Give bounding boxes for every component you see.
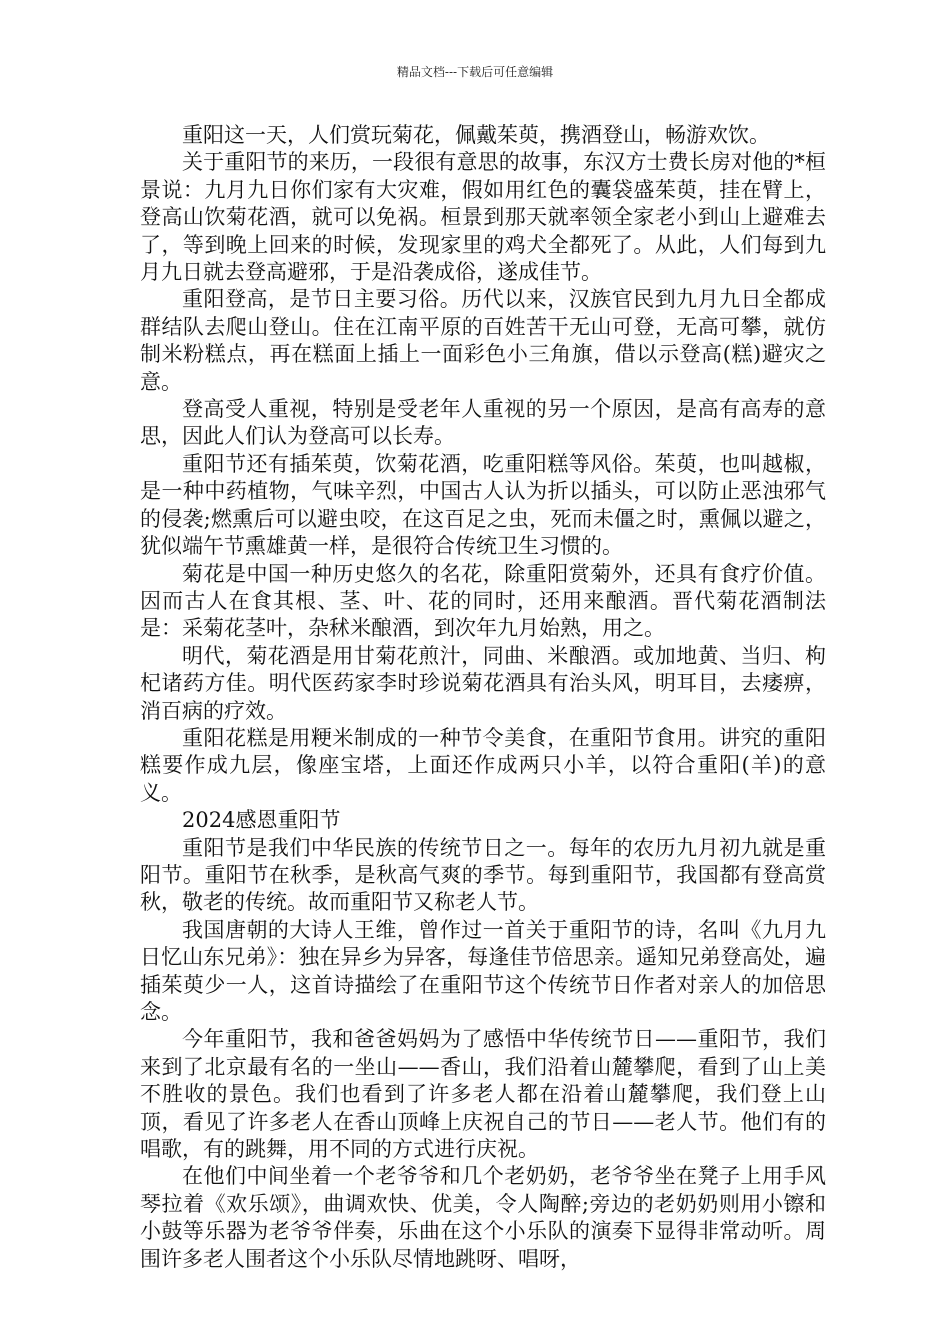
page-header: 精品文档---下载后可任意编辑	[396, 65, 554, 79]
document-body	[140, 122, 826, 1273]
paragraph: 今年重阳节，我和爸爸妈妈为了感悟中华传统节日——重阳节，我们来到了北京最有名的一坐山——香山，我们沿着山麓攀爬，看到了山上美不胜收的景色。我们也看到了许多老人都在沿着山麓攀爬，我们登上山顶，看见了许多老人在香山顶峰上庆祝自己的节日——老人节。他们有的唱歌，有的跳舞，用不同的方式进行庆祝。	[140, 1027, 826, 1162]
paragraph: 关于重阳节的来历，一段很有意思的故事，东汉方士费长房对他的*桓景说：九月九日你们家有大灾难，假如用红色的囊袋盛茱萸，挂在臂上，登高山饮菊花酒，就可以免祸。桓景到那天就率领全家老小到山上避难去了，等到晚上回来的时候，发现家里的鸡犬全都死了。从此，人们每到九月九日就去登高避邪，于是沿袭成俗，遂成佳节。	[140, 150, 826, 285]
paragraph: 在他们中间坐着一个老爷爷和几个老奶奶，老爷爷坐在凳子上用手风琴拉着《欢乐颂》，曲调欢快、优美，令人陶醉;旁边的老奶奶则用小镲和小鼓等乐器为老爷爷伴奏，乐曲在这个小乐队的演奏下显得非常动听。周围许多老人围者这个小乐队尽情地跳呀、唱呀，	[140, 1164, 826, 1271]
paragraph: 明代，菊花酒是用甘菊花煎汁，同曲、米酿酒。或加地黄、当归、枸杞诸药方佳。明代医药家李时珍说菊花酒具有治头风，明耳目，去痿痹，消百病的疗效。	[140, 643, 826, 723]
paragraph: 我国唐朝的大诗人王维，曾作过一首关于重阳节的诗，名叫《九月九日忆山东兄弟》：独在异乡为异客，每逢佳节倍思亲。遥知兄弟登高处，遍插茱萸少一人，这首诗描绘了在重阳节这个传统节日作者对亲人的加倍思念。	[140, 917, 826, 1024]
paragraph: 登高受人重视，特别是受老年人重视的另一个原因，是高有高寿的意思，因此人们认为登高可以长寿。	[140, 397, 826, 449]
section-heading: 2024感恩重阳节	[182, 808, 341, 833]
paragraph: 重阳节还有插茱萸，饮菊花酒，吃重阳糕等风俗。茱萸，也叫越椒，是一种中药植物，气味辛烈，中国古人认为折以插头，可以防止恶浊邪气的侵袭;燃熏后可以避虫咬，在这百足之虫，死而未僵之时，熏佩以避之，犹似端午节熏雄黄一样，是很符合传统卫生习惯的。	[140, 451, 826, 559]
paragraph: 菊花是中国一种历史悠久的名花，除重阳赏菊外，还具有食疗价值。因而古人在食其根、茎、叶、花的同时，还用来酿酒。晋代菊花酒制法是：采菊花茎叶，杂秫米酿酒，到次年九月始熟，用之。	[140, 561, 826, 641]
paragraph: 重阳这一天，人们赏玩菊花，佩戴茱萸，携酒登山，畅游欢饮。	[182, 123, 770, 147]
paragraph: 重阳登高，是节日主要习俗。历代以来，汉族官民到九月九日全都成群结队去爬山登山。住在江南平原的百姓苦干无山可登，无高可攀，就仿制米粉糕点，再在糕面上插上一面彩色小三角旗，借以示登高(糕)避灾之意。	[140, 287, 826, 394]
paragraph: 重阳节是我们中华民族的传统节日之一。每年的农历九月初九就是重阳节。重阳节在秋季，是秋高气爽的季节。每到重阳节，我国都有登高赏秋，敬老的传统。故而重阳节又称老人节。	[140, 835, 826, 915]
paragraph: 重阳花糕是用粳米制成的一种节令美食，在重阳节食用。讲究的重阳糕要作成九层，像座宝塔，上面还作成两只小羊，以符合重阳(羊)的意义。	[140, 725, 826, 805]
